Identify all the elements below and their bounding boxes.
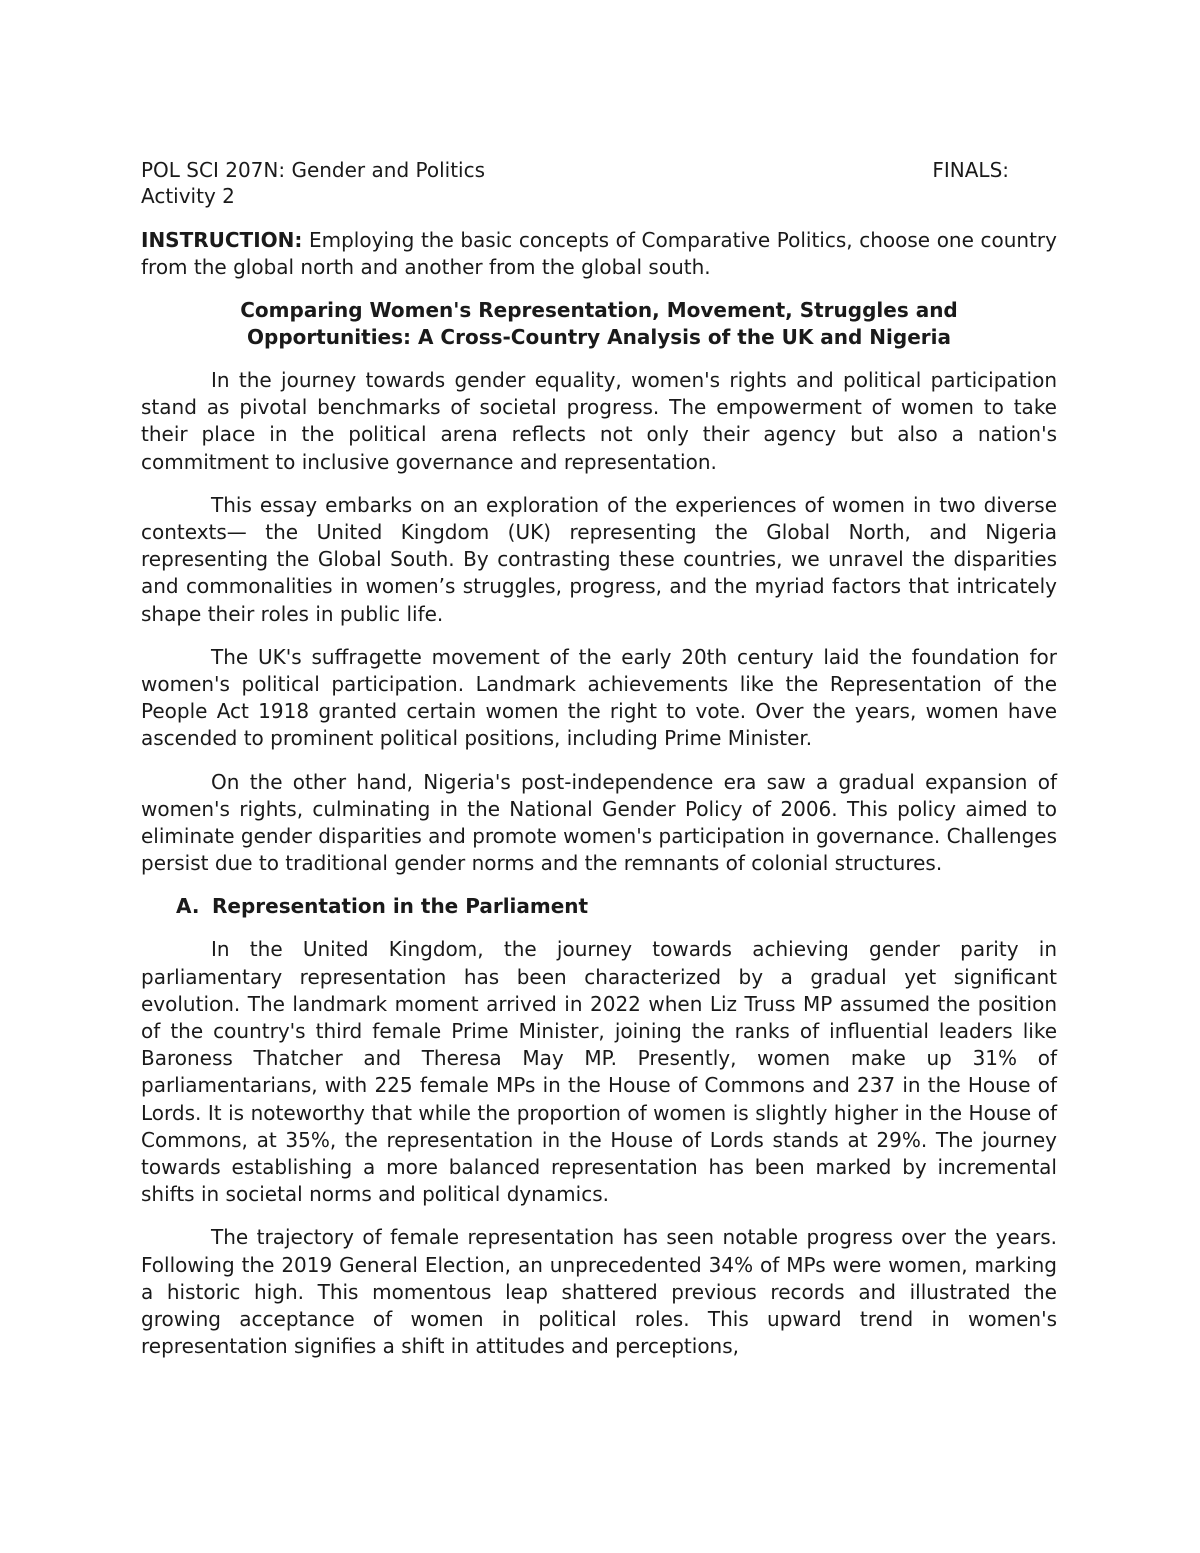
section-title: Representation in the Parliament <box>212 894 589 919</box>
intro-paragraph-1: In the journey towards gender equality, women's rights and political participation stand as pivotal benchmarks of societal progress. The empowerment of women to take their place in the political arena reflects not only their agency but also a nation's commitment to inclusive governance and representation. <box>141 368 1057 474</box>
section-heading-a <box>176 893 1057 920</box>
essay-title-line-2: Opportunities: A Cross-Country Analysis of the UK and Nigeria <box>247 325 951 349</box>
instruction-text: Employing the basic concepts of Comparative Politics, choose one country from the global north and another from the global south. <box>141 228 1057 279</box>
document-page <box>141 157 1057 1377</box>
essay-title <box>141 297 1057 351</box>
intro-paragraph-3: The UK's suffragette movement of the early 20th century laid the foundation for women's political participation. Landmark achievements like the Representation of the People Act 1918 granted certain women the right to vote. Over the years, women have ascended to prominent political positions, including Prime Minister. <box>141 644 1057 751</box>
instruction-label: INSTRUCTION: <box>141 228 303 252</box>
intro-paragraph-2: This essay embarks on an exploration of the experiences of women in two diverse contexts— the United Kingdom (UK) representing the Global North, and Nigeria representing the Global South. By contrasting these countries, we unravel the disparities and commonalities in women’s struggles, progress, and the myriad factors that intricately shape their roles in public life. <box>141 492 1057 626</box>
finals-label: FINALS: <box>932 158 1009 182</box>
document-header <box>141 157 1057 183</box>
course-title: POL SCI 207N: Gender and Politics <box>141 158 486 182</box>
essay-title-line-1: Comparing Women's Representation, Movement, Struggles and <box>240 298 958 322</box>
section-letter: A. <box>176 894 200 919</box>
intro-paragraph-4: On the other hand, Nigeria's post-independence era saw a gradual expansion of women's rights, culminating in the National Gender Policy of 2006. This policy aimed to eliminate gender disparities and promote women's participation in governance. Challenges persist due to traditional gender norms and the remnants of colonial structures. <box>141 769 1057 876</box>
section-a-paragraph-2: The trajectory of female representation has seen notable progress over the years. Following the 2019 General Election, an unprecedented 34% of MPs were women, marking a historic high. This momentous leap shattered previous records and illustrated the growing acceptance of women in political roles. This upward trend in women's representation signifies a shift in attitudes and perceptions, <box>141 1225 1057 1359</box>
instruction-block <box>141 227 1057 281</box>
activity-label: Activity 2 <box>141 184 235 208</box>
section-a-paragraph-1: In the United Kingdom, the journey towards achieving gender parity in parliamentary representation has been characterized by a gradual yet significant evolution. The landmark moment arrived in 2022 when Liz Truss MP assumed the position of the country's third female Prime Minister, joining the ranks of influential leaders like Baroness Thatcher and Theresa May MP. Presently, women make up 31% of parliamentarians, with 225 female MPs in the House of Commons and 237 in the House of Lords. It is noteworthy that while the proportion of women is slightly higher in the House of Commons, at 35%, the representation in the House of Lords stands at 29%. The journey towards establishing a more balanced representation has been marked by incremental shifts in societal norms and political dynamics. <box>141 937 1057 1207</box>
